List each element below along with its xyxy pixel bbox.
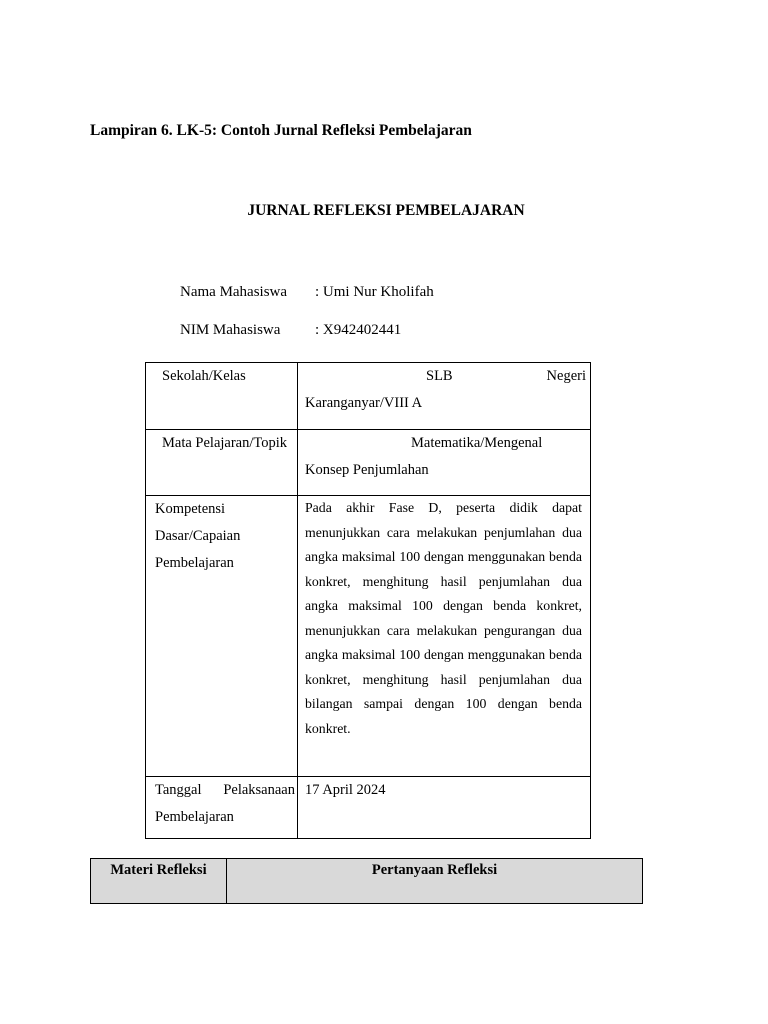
competency-row bbox=[146, 496, 591, 777]
date-value-cell bbox=[298, 777, 591, 839]
subject-value-cell bbox=[298, 430, 591, 496]
competency-label-line1: Kompetensi bbox=[155, 501, 226, 517]
competency-label-line3: Pembelajaran bbox=[155, 555, 234, 571]
reflection-material-header: Materi Refleksi bbox=[91, 859, 227, 904]
reflection-header-row bbox=[91, 859, 643, 904]
school-label-cell bbox=[146, 363, 298, 430]
competency-value-cell bbox=[298, 496, 591, 777]
journal-title: JURNAL REFLEKSI PEMBELAJARAN bbox=[247, 202, 525, 219]
school-value-line1: SLB Negeri bbox=[426, 368, 586, 384]
student-nim-value: : X942402441 bbox=[315, 322, 402, 338]
date-label-line2: Pembelajaran bbox=[155, 809, 234, 825]
student-name-value: : Umi Nur Kholifah bbox=[315, 284, 434, 300]
date-label bbox=[146, 777, 297, 831]
reflection-table bbox=[90, 858, 643, 904]
date-label-line1: Tanggal Pelaksanaan bbox=[155, 782, 295, 798]
student-name-label: Nama Mahasiswa bbox=[180, 284, 288, 300]
subject-row bbox=[146, 430, 591, 496]
info-table bbox=[145, 362, 591, 839]
subject-value-line1: Matematika/Mengenal bbox=[411, 435, 543, 451]
school-row bbox=[146, 363, 591, 430]
school-value-line2: Karanganyar/VIII A bbox=[305, 395, 423, 411]
competency-value: Pada akhir Fase D, peserta didik dapat menunjukkan cara melakukan penjumlahan dua angka maksimal 100 dengan menggunakan benda konkret, menghitung hasil penjumlahan dua angka maksimal 100 dengan benda konkret, menunjukkan cara melakukan pengurangan dua angka maksimal 100 dengan menggunakan benda konkret, menghitung hasil penjumlahan dua bilangan sampai dengan 100 dengan benda konkret. bbox=[305, 500, 582, 736]
subject-label: Mata Pelajaran/Topik bbox=[162, 435, 288, 451]
competency-label bbox=[146, 496, 297, 577]
subject-label-cell bbox=[146, 430, 298, 496]
date-value: 17 April 2024 bbox=[305, 782, 386, 798]
date-row bbox=[146, 777, 591, 839]
school-label: Sekolah/Kelas bbox=[162, 368, 246, 384]
appendix-title: Lampiran 6. LK-5: Contoh Jurnal Refleksi Pembelajaran bbox=[90, 122, 472, 139]
reflection-question-header: Pertanyaan Refleksi bbox=[227, 859, 643, 904]
competency-label-line2: Dasar/Capaian bbox=[155, 528, 241, 544]
competency-label-cell bbox=[146, 496, 298, 777]
date-label-cell bbox=[146, 777, 298, 839]
student-nim-label: NIM Mahasiswa bbox=[180, 322, 281, 338]
school-value-cell bbox=[298, 363, 591, 430]
subject-value-line2: Konsep Penjumlahan bbox=[305, 462, 429, 478]
